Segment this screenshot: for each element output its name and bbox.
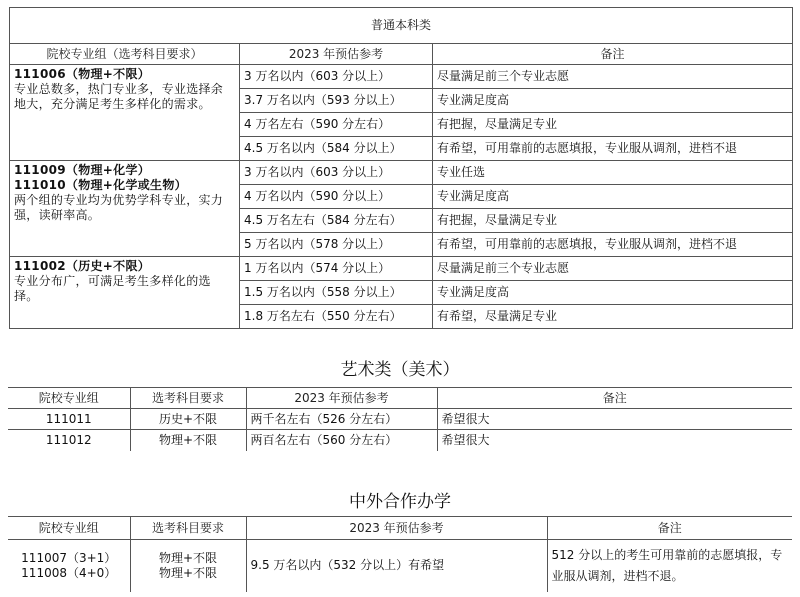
header-subject: 选考科目要求 <box>130 517 246 540</box>
group-desc: 专业分布广，可满足考生多样化的选择。 <box>14 274 211 303</box>
header-estimate: 2023 年预估参考 <box>240 44 433 65</box>
group-code: 111009（物理+化学） <box>14 163 151 177</box>
header-note: 备注 <box>433 44 793 65</box>
subject-value: 物理+不限 <box>158 565 218 580</box>
estimate-cell: 3 万名以内（603 分以上） <box>240 161 433 185</box>
estimate-cell: 9.5 万名以内（532 分以上）有希望 <box>246 540 547 592</box>
group-code: 111010（物理+化学或生物） <box>14 178 187 192</box>
note-cell: 有把握，尽量满足专业 <box>433 113 793 137</box>
header-note: 备注 <box>547 517 792 540</box>
note-cell: 有希望，可用靠前的志愿填报，专业服从调剂，进档不退 <box>433 137 793 161</box>
group-code: 111002（历史+不限） <box>14 259 151 273</box>
estimate-cell: 1.8 万名左右（550 分左右） <box>240 305 433 329</box>
coop-table <box>8 516 792 592</box>
group-cell <box>10 257 240 329</box>
subject-cell <box>130 540 246 592</box>
estimate-cell: 4 万名左右（590 分左右） <box>240 113 433 137</box>
subject-cell: 历史+不限 <box>130 409 246 430</box>
estimate-cell: 1.5 万名以内（558 分以上） <box>240 281 433 305</box>
group-cell <box>10 161 240 257</box>
header-estimate: 2023 年预估参考 <box>246 388 437 409</box>
estimate-cell: 3.7 万名以内（593 分以上） <box>240 89 433 113</box>
estimate-cell: 1 万名以内（574 分以上） <box>240 257 433 281</box>
subject-value: 物理+不限 <box>158 550 218 565</box>
group-desc: 专业总数多，热门专业多，专业选择余地大，充分满足考生多样化的需求。 <box>14 82 224 111</box>
estimate-cell: 4.5 万名以内（584 分以上） <box>240 137 433 161</box>
note-cell: 有希望，可用靠前的志愿填报，专业服从调剂，进档不退 <box>433 233 793 257</box>
estimate-cell: 4.5 万名左右（584 分左右） <box>240 209 433 233</box>
header-estimate: 2023 年预估参考 <box>246 517 547 540</box>
header-subject: 选考科目要求 <box>130 388 246 409</box>
estimate-cell: 两百名左右（560 分左右） <box>246 430 437 451</box>
art-table <box>8 387 792 451</box>
undergrad-table <box>9 7 793 329</box>
note-cell: 专业满足度高 <box>433 281 793 305</box>
note-cell: 512 分以上的考生可用靠前的志愿填报，专业服从调剂，进档不退。 <box>547 540 792 592</box>
header-group: 院校专业组 <box>8 388 130 409</box>
group-cell <box>8 540 130 592</box>
header-note: 备注 <box>437 388 792 409</box>
estimate-cell: 5 万名以内（578 分以上） <box>240 233 433 257</box>
note-cell: 希望很大 <box>437 409 792 430</box>
header-group: 院校专业组 <box>8 517 130 540</box>
note-cell: 专业任选 <box>433 161 793 185</box>
group-code: 111011 <box>8 409 130 430</box>
note-cell: 有希望，尽量满足专业 <box>433 305 793 329</box>
undergrad-title: 普通本科类 <box>10 8 793 44</box>
note-cell: 尽量满足前三个专业志愿 <box>433 65 793 89</box>
estimate-cell: 3 万名以内（603 分以上） <box>240 65 433 89</box>
group-desc: 两个组的专业均为优势学科专业，实力强，读研率高。 <box>14 193 224 222</box>
note-cell: 有把握，尽量满足专业 <box>433 209 793 233</box>
art-title: 艺术类（美术） <box>340 360 460 380</box>
coop-title: 中外合作办学 <box>349 492 451 512</box>
subject-cell: 物理+不限 <box>130 430 246 451</box>
note-cell: 专业满足度高 <box>433 89 793 113</box>
note-cell: 专业满足度高 <box>433 185 793 209</box>
note-cell: 尽量满足前三个专业志愿 <box>433 257 793 281</box>
header-group: 院校专业组（选考科目要求） <box>10 44 240 65</box>
group-code: 111006（物理+不限） <box>14 67 151 81</box>
estimate-cell: 4 万名以内（590 分以上） <box>240 185 433 209</box>
estimate-cell: 两千名左右（526 分左右） <box>246 409 437 430</box>
group-code: 111007（3+1） <box>21 550 117 565</box>
note-cell: 希望很大 <box>437 430 792 451</box>
group-code: 111012 <box>8 430 130 451</box>
group-cell <box>10 65 240 161</box>
group-code: 111008（4+0） <box>21 565 117 580</box>
